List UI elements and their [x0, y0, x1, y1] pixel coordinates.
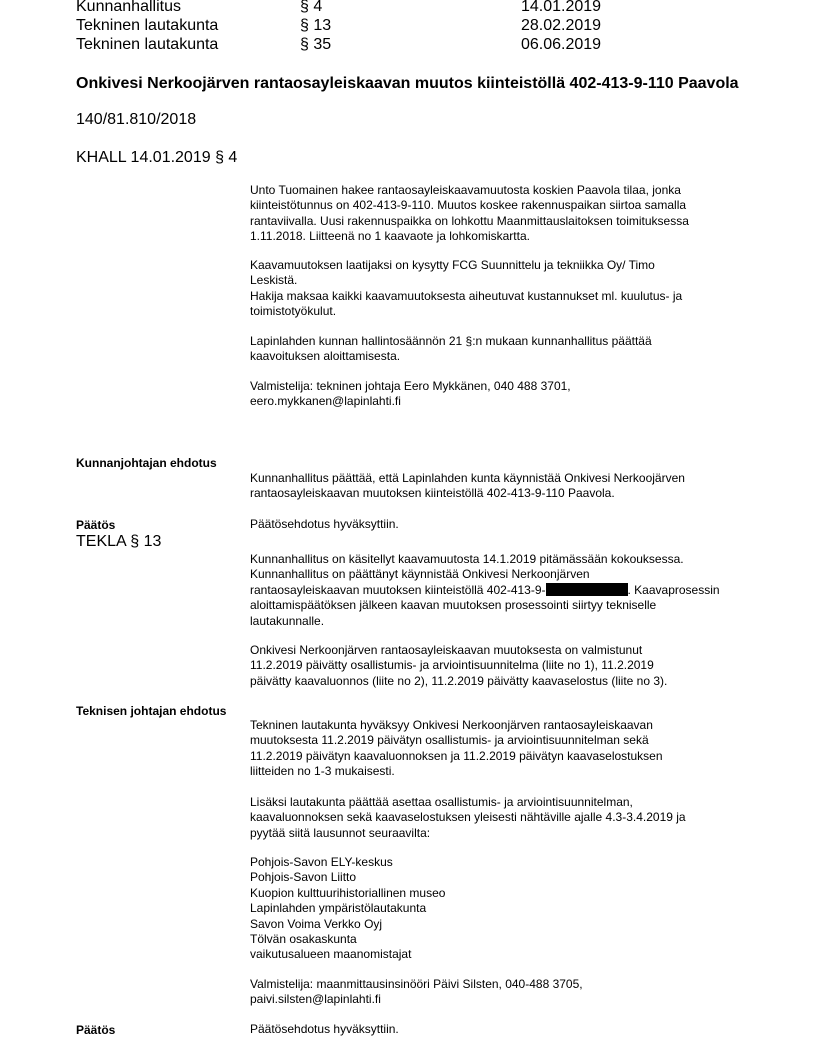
header-section-3: § 35	[300, 36, 332, 53]
text-line: Onkivesi Nerkoonjärven rantaosayleiskaavan muutoksesta on valmistunut	[250, 643, 643, 657]
text-line: Valmistelija: tekninen johtaja Eero Mykkänen, 040 488 3701,	[250, 379, 571, 393]
record-number: 140/81.810/2018	[76, 111, 197, 128]
kj-proposal-text	[250, 471, 750, 502]
text-segment: . Kaavaprosessin	[627, 582, 720, 597]
tekla-paragraph-1	[250, 552, 750, 629]
tekla-reference: TEKLA § 13	[76, 533, 162, 550]
header-date-3: 06.06.2019	[521, 36, 602, 53]
text-line: 1.11.2018. Liitteenä no 1 kaavaote ja lohkomiskartta.	[250, 229, 530, 244]
header-body-2: Tekninen lautakunta	[76, 17, 219, 34]
list-item: Lapinlahden ympäristölautakunta	[250, 901, 427, 916]
text-line: Päätösehdotus hyväksyttiin.	[250, 517, 399, 531]
intro-paragraph-1	[250, 183, 750, 245]
intro-paragraph-2	[250, 258, 750, 320]
list-item: Pohjois-Savon ELY-keskus	[250, 855, 393, 869]
text-line: Valmistelija: maanmittausinsinööri Päivi Silsten, 040-488 3705,	[250, 977, 583, 991]
label-paatos-1: Päätös	[76, 518, 116, 532]
list-item: vaikutusalueen maanomistajat	[250, 947, 412, 962]
decision-text-1	[250, 517, 750, 532]
text-line: toimistotyökulut.	[250, 304, 337, 319]
text-line: Hakija maksaa kaikki kaavamuutoksesta aiheutuvat kustannukset ml. kuulutus- ja	[250, 288, 683, 303]
intro-paragraph-3	[250, 334, 750, 365]
text-line: päivätty kaavaluonnos (liite no 2), 11.2.2019 päivätty kaavaselostus (liite no 3).	[250, 673, 668, 688]
text-line: aloittamispäätöksen jälkeen kaavan muutoksen prosessointi siirtyy tekniselle	[250, 598, 657, 613]
tj-preparer	[250, 977, 750, 1008]
tekla-paragraph-2	[250, 643, 750, 689]
header-body-3: Tekninen lautakunta	[76, 36, 219, 53]
text-line-with-redaction	[250, 583, 750, 598]
text-line: Kaavamuutoksen laatijaksi on kysytty FCG Suunnittelu ja tekniikka Oy/ Timo	[250, 258, 655, 272]
meeting-reference: KHALL 14.01.2019 § 4	[76, 149, 238, 166]
text-line: Kunnanhallitus on käsitellyt kaavamuutosta 14.1.2019 pitämässään kokouksessa.	[250, 552, 684, 566]
header-date-1: 14.01.2019	[521, 0, 602, 15]
text-line: paivi.silsten@lapinlahti.fi	[250, 992, 381, 1007]
redaction-block	[546, 583, 628, 596]
text-line: Unto Tuomainen hakee rantaosayleiskaavamuutosta koskien Paavola tilaa, jonka	[250, 183, 681, 197]
text-line: Kunnanhallitus päättää, että Lapinlahden kunta käynnistää Onkivesi Nerkoojärven	[250, 471, 685, 485]
label-paatos-2: Päätös	[76, 1023, 116, 1037]
header-section-1: § 4	[300, 0, 323, 15]
list-item: Tölvän osakaskunta	[250, 932, 357, 947]
text-line: Lisäksi lautakunta päättää asettaa osallistumis- ja arviointisuunnitelman,	[250, 795, 633, 809]
tj-proposal-paragraph-1	[250, 718, 750, 780]
header-body-1: Kunnanhallitus	[76, 0, 181, 15]
recipient-list	[250, 855, 750, 963]
text-segment: rantaosayleiskaavan muutoksen kiinteistöllä 402-413-9-	[250, 582, 546, 597]
decision-text-2	[250, 1022, 750, 1037]
header-section-2: § 13	[300, 17, 332, 34]
list-item: Pohjois-Savon Liitto	[250, 870, 357, 885]
text-line: liitteiden no 1-3 mukaisesti.	[250, 764, 395, 779]
tj-proposal-paragraph-2	[250, 795, 750, 841]
text-line: rantaosayleiskaavan muutoksen kiinteistöllä 402-413-9-110 Paavola.	[250, 486, 615, 501]
text-line: kaavaluonnoksen sekä kaavaselostuksen yleisesti nähtäville ajalle 4.3-3.4.2019 ja	[250, 810, 686, 825]
text-line: Päätösehdotus hyväksyttiin.	[250, 1022, 399, 1036]
text-line: Lapinlahden kunnan hallintosäännön 21 §:n mukaan kunnanhallitus päättää	[250, 334, 652, 348]
text-line: 11.2.2019 päivätty osallistumis- ja arviointisuunnitelma (liite no 1), 11.2.2019	[250, 658, 654, 673]
text-line: muutoksesta 11.2.2019 päivätyn osallistumis- ja arviointisuunnitelman sekä	[250, 733, 649, 748]
text-line: kaavoituksen aloittamisesta.	[250, 349, 401, 364]
list-item: Savon Voima Verkko Oyj	[250, 916, 383, 931]
document-title: Onkivesi Nerkoojärven rantaosayleiskaavan muutos kiinteistöllä 402-413-9-110 Paavola	[76, 75, 739, 92]
text-line: Kunnanhallitus on päättänyt käynnistää Onkivesi Nerkoonjärven	[250, 567, 590, 582]
label-kunnanjohtajan-ehdotus: Kunnanjohtajan ehdotus	[76, 456, 217, 470]
text-line: eero.mykkanen@lapinlahti.fi	[250, 394, 401, 409]
text-line: Leskistä.	[250, 273, 298, 288]
header-date-2: 28.02.2019	[521, 17, 602, 34]
text-line: Tekninen lautakunta hyväksyy Onkivesi Nerkoonjärven rantaosayleiskaavan	[250, 718, 653, 732]
text-line: lautakunnalle.	[250, 613, 325, 628]
text-line: kiinteistötunnus on 402-413-9-110. Muutos koskee rakennuspaikan siirtoa samalla	[250, 198, 687, 213]
list-item: Kuopion kulttuurihistoriallinen museo	[250, 885, 446, 900]
text-line: rantaviivalla. Uusi rakennuspaikka on lohkottu Maanmittauslaitoksen toimituksessa	[250, 213, 689, 228]
intro-preparer	[250, 379, 750, 410]
text-line: pyytää siitä lausunnot seuraavilta:	[250, 825, 431, 840]
label-teknisen-johtajan-ehdotus: Teknisen johtajan ehdotus	[76, 704, 227, 718]
text-line: 11.2.2019 päivätyn kaavaluonnoksen ja 11.2.2019 päivätyn kaavaselostuksen	[250, 748, 663, 763]
